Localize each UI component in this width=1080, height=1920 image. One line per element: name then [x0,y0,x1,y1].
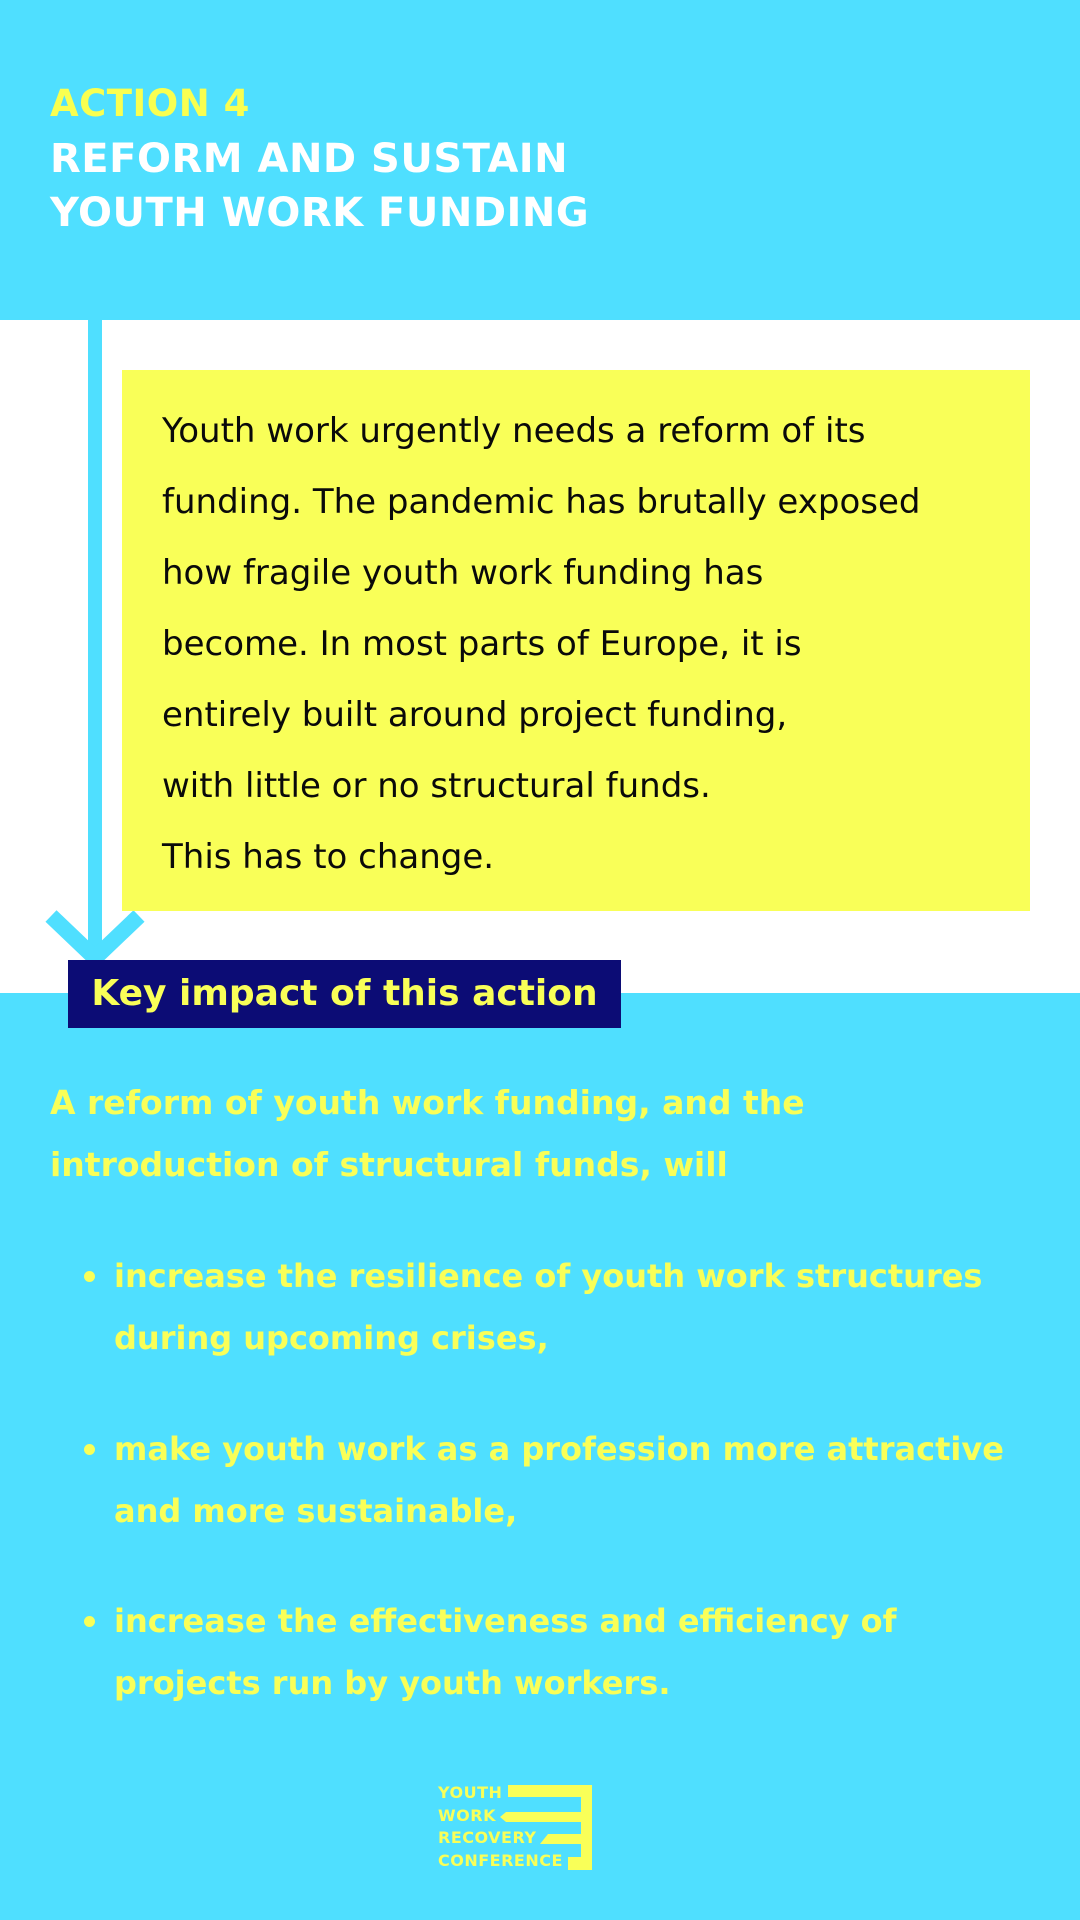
logo-line: WORK [438,1805,496,1825]
statement-line: become. In most parts of Europe, it is [162,624,802,664]
statement-line: entirely built around project funding, [162,695,788,735]
logo-bars-icon [438,1782,598,1872]
logo-line: YOUTH [438,1783,503,1802]
title-line-1: REFORM AND SUSTAIN [50,136,569,182]
bullet-icon [84,1271,95,1282]
bullet-icon [84,1444,95,1455]
logo-line: CONFERENCE [438,1850,563,1870]
statement-line: funding. The pandemic has brutally exposed [162,482,921,522]
conference-logo [438,1782,598,1872]
list-item-line: during upcoming crises, [114,1319,549,1357]
statement-text [162,396,1012,893]
impact-intro [50,1072,1030,1196]
statement-box [122,370,1030,911]
list-item-line: and more sustainable, [114,1492,518,1530]
list-item-line: increase the resilience of youth work structures [114,1257,983,1295]
page-title [50,132,589,240]
statement-line: Youth work urgently needs a reform of its [162,411,866,451]
impact-intro-line: introduction of structural funds, will [50,1145,728,1184]
list-item [84,1245,1044,1369]
logo-line: RECOVERY [438,1828,537,1847]
statement-line: how fragile youth work funding has [162,553,764,593]
impact-heading: Key impact of this action [68,960,621,1028]
statement-line: with little or no structural funds. [162,766,711,806]
list-item-line: make youth work as a profession more attractive [114,1430,1004,1468]
list-item [84,1418,1044,1542]
impact-intro-line: A reform of youth work funding, and the [50,1083,805,1122]
list-item [84,1590,1044,1714]
action-number: ACTION 4 [50,82,250,125]
bullet-icon [84,1616,95,1627]
list-item-line: projects run by youth workers. [114,1664,671,1702]
statement-line: This has to change. [162,837,495,877]
title-line-2: YOUTH WORK FUNDING [50,190,590,236]
list-item-line: increase the effectiveness and efficiency of [114,1602,897,1640]
header-banner [0,0,1080,320]
